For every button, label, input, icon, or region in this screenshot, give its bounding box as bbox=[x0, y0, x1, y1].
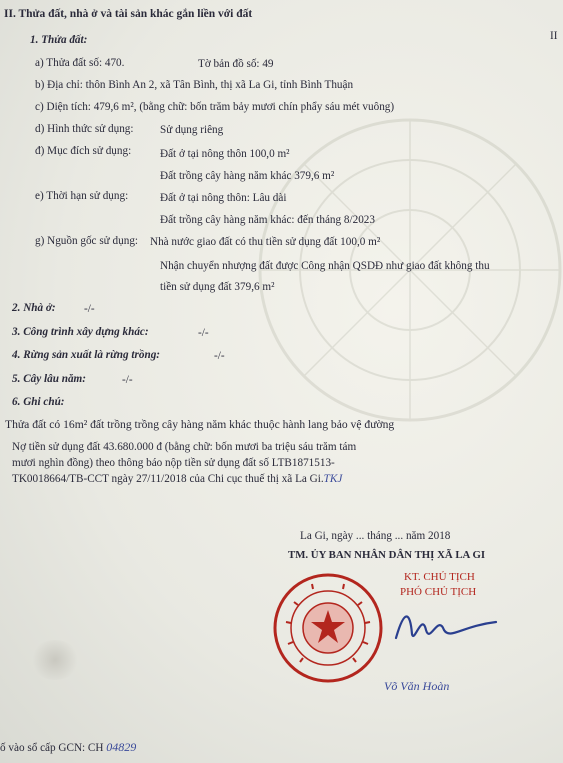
edge-mark: II bbox=[550, 30, 558, 42]
gcn-number: 04829 bbox=[106, 740, 137, 754]
signer-name: Võ Văn Hoàn bbox=[384, 679, 450, 693]
construction-heading: 3. Công trình xây dựng khác: bbox=[12, 326, 149, 338]
notes-line3: mươi nghìn đồng) theo thông báo nộp tiền sử dụng đất số LTB1871513- bbox=[12, 457, 335, 469]
forest-value: -/- bbox=[214, 350, 225, 362]
purpose-label: đ) Mục đích sử dụng: bbox=[35, 145, 132, 157]
origin-line1: Nhà nước giao đất có thu tiền sử dụng đất 100,0 m² bbox=[150, 236, 381, 248]
signer-role-1: KT. CHỦ TỊCH bbox=[404, 571, 475, 583]
official-seal bbox=[272, 572, 384, 684]
forest-heading: 4. Rừng sản xuất là rừng trồng: bbox=[12, 349, 161, 361]
notes-line2: Nợ tiền sử dụng đất 43.680.000 đ (bằng chữ: bốn mươi ba triệu sáu trăm tám bbox=[12, 441, 357, 453]
usage-form-value: Sử dụng riêng bbox=[160, 124, 224, 136]
handwritten-mark: TKJ bbox=[323, 473, 343, 485]
term-label: e) Thời hạn sử dụng: bbox=[35, 190, 129, 202]
purpose-line1: Đất ở tại nông thôn 100,0 m² bbox=[160, 148, 290, 160]
perennial-heading: 5. Cây lâu năm: bbox=[12, 373, 86, 385]
gcn-registry: ố vào sổ cấp GCN: CH 04829 bbox=[0, 740, 137, 754]
address: b) Địa chỉ: thôn Bình An 2, xã Tân Bình, thị xã La Gi, tỉnh Bình Thuận bbox=[35, 79, 354, 91]
term-line2: Đất trồng cây hàng năm khác: đến tháng 8/2023 bbox=[160, 214, 375, 226]
map-sheet-number: Tờ bản đồ số: 49 bbox=[198, 58, 274, 70]
perennial-value: -/- bbox=[122, 374, 133, 386]
area: c) Diện tích: 479,6 m², (bằng chữ: bốn trăm bảy mươi chín phẩy sáu mét vuông) bbox=[35, 101, 395, 113]
origin-line3: tiền sử dụng đất 379,6 m² bbox=[160, 281, 275, 293]
signature-scribble bbox=[392, 600, 502, 650]
term-line1: Đất ở tại nông thôn: Lâu dài bbox=[160, 192, 287, 204]
land-heading: 1. Thửa đất: bbox=[30, 34, 88, 46]
signer-role-2: PHÓ CHỦ TỊCH bbox=[400, 586, 477, 598]
house-value: -/- bbox=[84, 303, 95, 315]
issue-date: La Gi, ngày ... tháng ... năm 2018 bbox=[300, 530, 451, 542]
notes-line4: TK0018664/TB-CCT ngày 27/11/2018 của Chi cục thuế thị xã La Gi.TKJ bbox=[12, 473, 343, 485]
origin-label: g) Nguồn gốc sử dụng: bbox=[35, 235, 139, 247]
construction-value: -/- bbox=[198, 327, 209, 339]
issuing-authority: TM. ỦY BAN NHÂN DÂN THỊ XÃ LA GI bbox=[288, 549, 486, 561]
origin-line2: Nhận chuyển nhượng đất được Công nhận QSDĐ như giao đất không thu bbox=[160, 260, 490, 272]
parcel-number: a) Thửa đất số: 470. bbox=[35, 57, 125, 69]
paper-smudge bbox=[30, 640, 80, 680]
notes-line1: Thửa đất có 16m² đất trồng trồng cây hàng năm khác thuộc hành lang bảo vệ đường bbox=[5, 418, 395, 431]
purpose-line2: Đất trồng cây hàng năm khác 379,6 m² bbox=[160, 170, 335, 182]
usage-form-label: d) Hình thức sử dụng: bbox=[35, 123, 134, 135]
house-heading: 2. Nhà ở: bbox=[12, 302, 56, 314]
section-title: II. Thửa đất, nhà ở và tài sản khác gắn liền với đất bbox=[4, 8, 253, 20]
notes-heading: 6. Ghi chú: bbox=[12, 396, 65, 408]
